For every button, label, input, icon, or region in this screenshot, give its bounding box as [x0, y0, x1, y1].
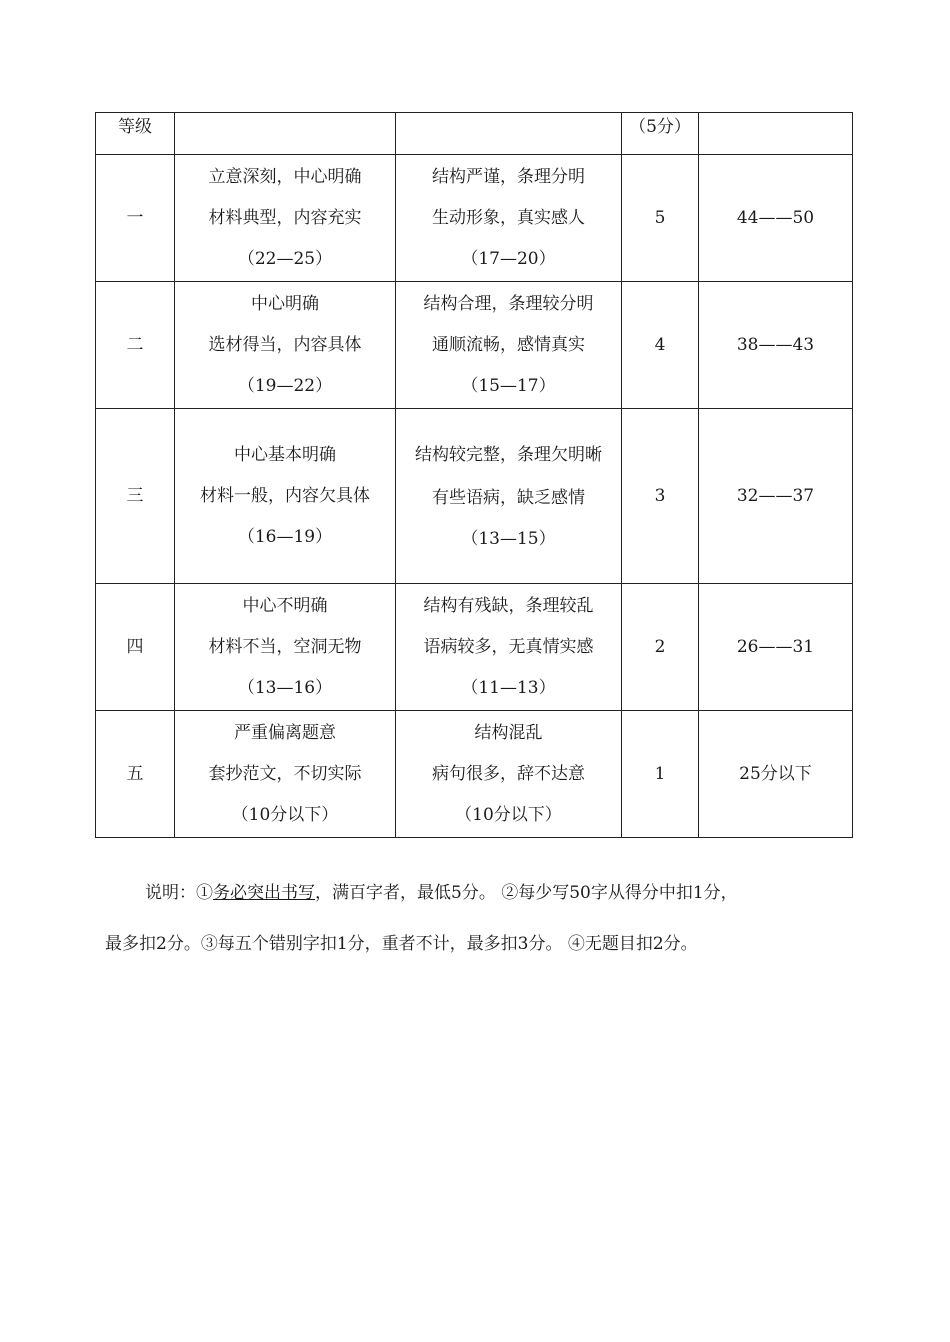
expression-cell: 结构较完整，条理欠明晰 有些语病，缺乏感情 （13—15） [396, 409, 622, 584]
level-cell: 二 [96, 282, 175, 409]
total-score-cell: 38——43 [699, 282, 853, 409]
content-cell: 中心明确 选材得当，内容具体 （19—22） [175, 282, 396, 409]
writing-score-cell: 2 [622, 584, 699, 711]
level-cell: 一 [96, 155, 175, 282]
total-score-cell: 26——31 [699, 584, 853, 711]
table-row [96, 409, 853, 584]
total-score-cell: 32——37 [699, 409, 853, 584]
content-cell: 立意深刻，中心明确 材料典型，内容充实 （22—25） [175, 155, 396, 282]
table-row [96, 282, 853, 409]
expression-cell: 结构有残缺，条理较乱 语病较多，无真情实感 （11—13） [396, 584, 622, 711]
notes-line-1: 说明：①务必突出书写，满百字者，最低5分。 ②每少写50字从得分中扣1分， [145, 883, 738, 903]
level-cell: 三 [96, 409, 175, 584]
notes-paragraph [105, 868, 840, 970]
expression-cell: 结构合理，条理较分明 通顺流畅，感情真实 （15—17） [396, 282, 622, 409]
writing-score-cell: 4 [622, 282, 699, 409]
content-cell: 严重偏离题意 套抄范文，不切实际 （10分以下） [175, 711, 396, 838]
writing-score-cell: 5 [622, 155, 699, 282]
level-cell: 四 [96, 584, 175, 711]
writing-score-cell: 3 [622, 409, 699, 584]
expression-cell: 结构严谨，条理分明 生动形象，真实感人 （17—20） [396, 155, 622, 282]
underlined-requirement: 务必突出书写 [213, 883, 315, 903]
writing-score-cell: 1 [622, 711, 699, 838]
content-cell: 中心不明确 材料不当，空洞无物 （13—16） [175, 584, 396, 711]
header-total [699, 113, 853, 155]
header-content [175, 113, 396, 155]
table-header-row [96, 113, 853, 155]
total-score-cell: 44——50 [699, 155, 853, 282]
table-row [96, 584, 853, 711]
header-writing: （5分） [622, 113, 699, 155]
table-row [96, 711, 853, 838]
table-row [96, 155, 853, 282]
level-cell: 五 [96, 711, 175, 838]
content-cell: 中心基本明确 材料一般，内容欠具体 （16—19） [175, 409, 396, 584]
expression-cell: 结构混乱 病句很多，辞不达意 （10分以下） [396, 711, 622, 838]
header-expression [396, 113, 622, 155]
header-level: 等级 [96, 113, 175, 155]
grading-table [95, 112, 853, 838]
total-score-cell: 25分以下 [699, 711, 853, 838]
notes-line-2: 最多扣2分。③每五个错别字扣1分，重者不计，最多扣3分。 ④无题目扣2分。 [105, 934, 698, 954]
